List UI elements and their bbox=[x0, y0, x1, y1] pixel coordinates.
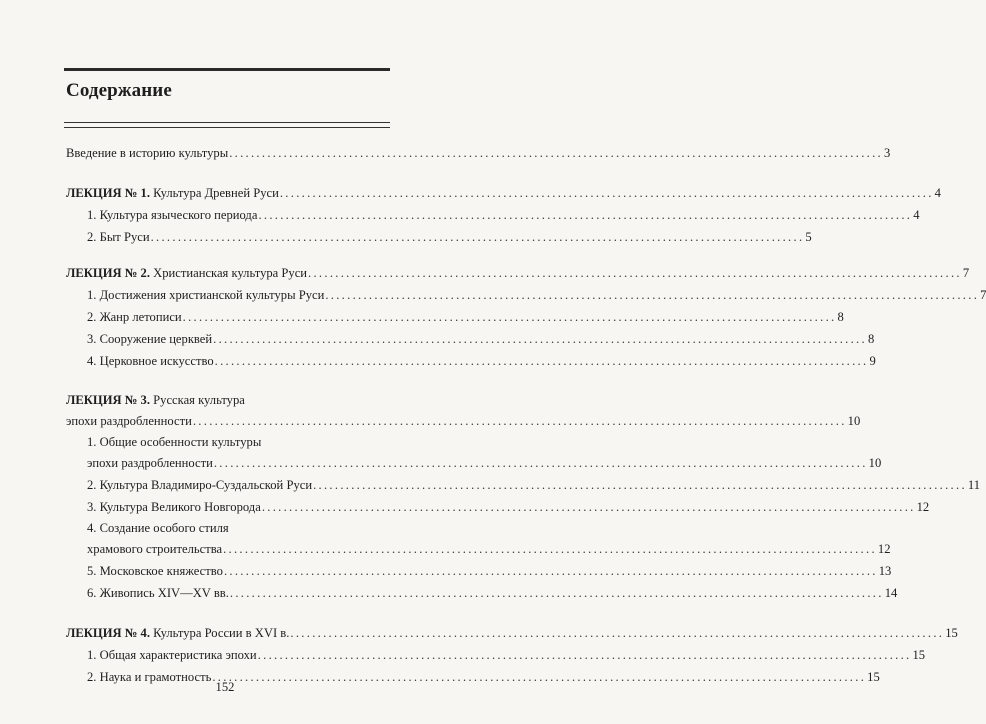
leader-dots: ........................................................................................................................ bbox=[212, 670, 867, 684]
toc-page: 10 bbox=[847, 414, 861, 428]
toc-page: 3 bbox=[884, 146, 891, 160]
toc-page: 15 bbox=[912, 648, 926, 662]
toc-entry-title: Культура России в XVI в. bbox=[153, 626, 290, 640]
toc-entry-title: 4. Церковное искусство bbox=[87, 354, 214, 368]
toc-page: 15 bbox=[867, 670, 880, 684]
leader-dots: ........................................................................................................................ bbox=[257, 648, 912, 662]
toc-entry-title: 1. Культура языческого периода bbox=[87, 208, 258, 222]
toc-page: 5 bbox=[805, 230, 812, 244]
toc-entry-3-3[interactable] bbox=[66, 496, 930, 518]
leader-dots: ........................................................................................................................ bbox=[214, 354, 869, 368]
top-thick-rule bbox=[64, 68, 390, 71]
toc-entry-3-4[interactable] bbox=[66, 518, 422, 538]
toc-entry-title-continued: храмового строительства bbox=[87, 542, 223, 556]
toc-entry-title: Христианская культура Руси bbox=[153, 266, 308, 280]
toc-entry-3-6[interactable] bbox=[66, 582, 898, 604]
toc-entry-3-4-continued[interactable] bbox=[66, 538, 891, 560]
toc-page: 12 bbox=[916, 500, 930, 514]
toc-page: 8 bbox=[867, 332, 875, 346]
toc-entry-3-5[interactable] bbox=[66, 560, 892, 582]
toc-entry-3-1-continued[interactable] bbox=[66, 452, 882, 474]
lecture-label: ЛЕКЦИЯ № 2. bbox=[66, 266, 150, 280]
toc-page: 11 bbox=[967, 478, 981, 492]
toc-lecture-1[interactable] bbox=[66, 182, 941, 204]
leader-dots: ........................................................................................................................ bbox=[223, 542, 877, 556]
toc-lecture-4[interactable] bbox=[66, 622, 958, 644]
leader-dots: ........................................................................................................................ bbox=[192, 414, 847, 428]
toc-entry-3-2[interactable] bbox=[66, 474, 981, 496]
toc-page: 10 bbox=[868, 456, 882, 470]
toc-lecture-3[interactable] bbox=[66, 390, 422, 410]
toc-page: 4 bbox=[913, 208, 920, 222]
toc-page: 4 bbox=[934, 186, 941, 200]
toc-entry-title: 5. Московское княжество bbox=[87, 564, 223, 578]
toc-page: 13 bbox=[878, 564, 892, 578]
lecture-label: ЛЕКЦИЯ № 1. bbox=[66, 186, 150, 200]
toc-entry-title: 2. Культура Владимиро-Суздальской Руси bbox=[87, 478, 313, 492]
toc-entry-title-continued: эпохи раздробленности bbox=[66, 414, 192, 428]
lecture-label: ЛЕКЦИЯ № 4. bbox=[66, 626, 150, 640]
leader-dots: ........................................................................................................................ bbox=[213, 332, 867, 346]
leader-dots: ........................................................................................................................ bbox=[229, 146, 883, 160]
toc-lecture-2[interactable] bbox=[66, 262, 970, 284]
toc-entry-title: 4. Создание особого стиля bbox=[87, 521, 229, 535]
toc-entry-introduction[interactable] bbox=[66, 142, 891, 164]
toc-entry-title: 1. Общие особенности культуры bbox=[87, 435, 262, 449]
leader-dots: ........................................................................................................................ bbox=[313, 478, 967, 492]
leader-dots: ........................................................................................................................ bbox=[290, 626, 945, 640]
leader-dots: ........................................................................................................................ bbox=[258, 208, 913, 222]
toc-page: 15 bbox=[945, 626, 958, 640]
toc-entry-2-4[interactable] bbox=[66, 350, 876, 372]
title-rule-upper bbox=[64, 122, 390, 123]
toc-entry-1-2[interactable] bbox=[66, 226, 812, 248]
lecture-label: ЛЕКЦИЯ № 3. bbox=[66, 393, 150, 407]
leader-dots: ........................................................................................................................ bbox=[308, 266, 962, 280]
leader-dots: ........................................................................................................................ bbox=[182, 310, 837, 324]
toc-entry-title: 2. Жанр летописи bbox=[87, 310, 182, 324]
toc-page: 14 bbox=[884, 586, 898, 600]
toc-entry-title: 2. Быт Руси bbox=[87, 230, 150, 244]
toc-page: 7 bbox=[980, 288, 986, 302]
toc-entry-title: 6. Живопись XIV—XV вв. bbox=[87, 586, 229, 600]
toc-entry-2-3[interactable] bbox=[66, 328, 875, 350]
toc-entry-2-1[interactable] bbox=[66, 284, 986, 306]
table-of-contents bbox=[66, 128, 986, 688]
toc-entry-3-1[interactable] bbox=[66, 432, 422, 452]
leader-dots: ........................................................................................................................ bbox=[261, 500, 916, 514]
toc-lecture-3-continued[interactable] bbox=[66, 410, 861, 432]
toc-entry-title: 3. Сооружение церквей bbox=[87, 332, 213, 346]
leader-dots: ........................................................................................................................ bbox=[229, 586, 884, 600]
toc-entry-1-1[interactable] bbox=[66, 204, 920, 226]
toc-entry-title-continued: эпохи раздробленности bbox=[87, 456, 213, 470]
toc-entry-title: 2. Наука и грамотность bbox=[87, 670, 212, 684]
toc-page: 12 bbox=[877, 542, 891, 556]
leader-dots: ........................................................................................................................ bbox=[150, 230, 805, 244]
page-number: 152 bbox=[215, 680, 235, 694]
toc-entry-title: Введение в историю культуры bbox=[66, 146, 229, 160]
leader-dots: ........................................................................................................................ bbox=[213, 456, 868, 470]
toc-page: 7 bbox=[962, 266, 970, 280]
leader-dots: ........................................................................................................................ bbox=[279, 186, 934, 200]
toc-entry-title: Русская культура bbox=[153, 393, 245, 407]
toc-entry-title: Культура Древней Руси bbox=[153, 186, 279, 200]
toc-entry-title: 1. Общая характеристика эпохи bbox=[87, 648, 257, 662]
leader-dots: ........................................................................................................................ bbox=[223, 564, 878, 578]
toc-page: 9 bbox=[869, 354, 876, 368]
page-title: Содержание bbox=[66, 80, 172, 101]
leader-dots: ........................................................................................................................ bbox=[325, 288, 980, 302]
toc-entry-title: 3. Культура Великого Новгорода bbox=[87, 500, 261, 514]
toc-page: 8 bbox=[837, 310, 844, 324]
toc-entry-2-2[interactable] bbox=[66, 306, 844, 328]
toc-entry-title: 1. Достижения христианской культуры Руси bbox=[87, 288, 325, 302]
toc-entry-4-1[interactable] bbox=[66, 644, 926, 666]
